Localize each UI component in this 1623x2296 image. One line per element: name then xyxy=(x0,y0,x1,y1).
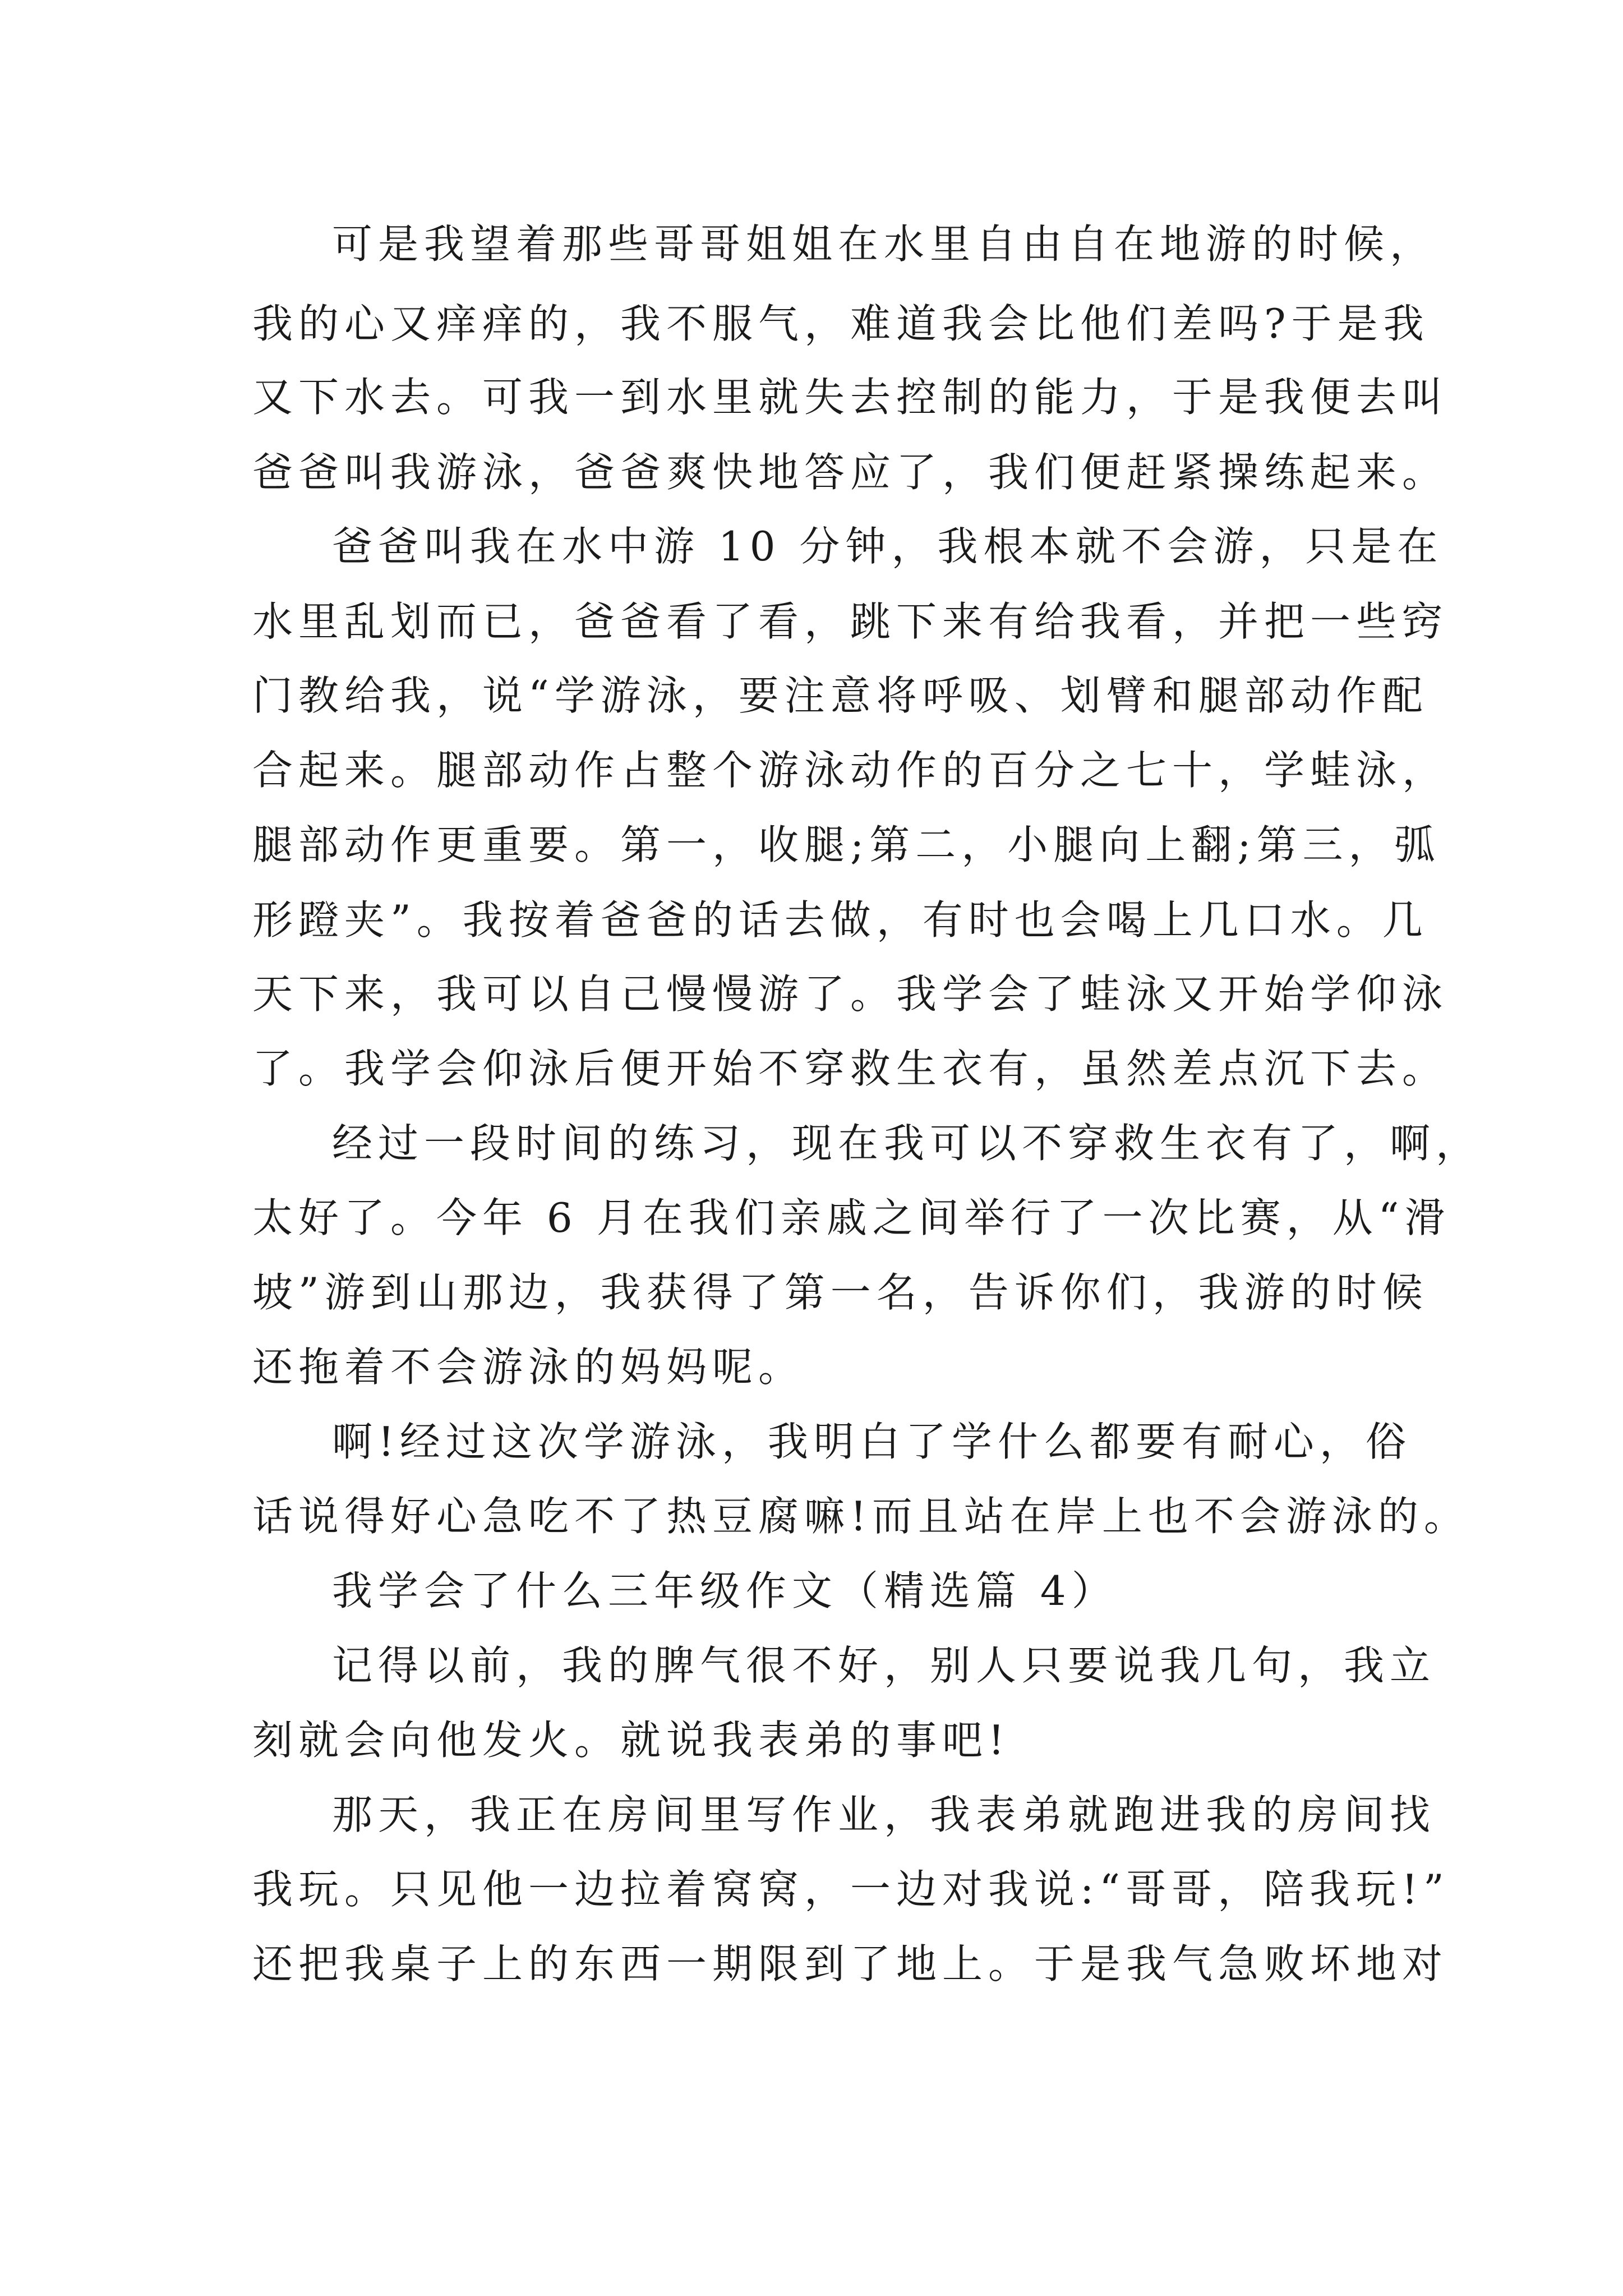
text-line: 天下来，我可以自己慢慢游了。我学会了蛙泳又开始学仰泳 xyxy=(252,970,1449,1018)
text-line: 合起来。腿部动作占整个游泳动作的百分之七十，学蛙泳， xyxy=(252,747,1449,794)
text-line: 了。我学会仰泳后便开始不穿救生衣有，虽然差点沉下去。 xyxy=(252,1045,1449,1092)
text-line: 太好了。今年 6 月在我们亲戚之间举行了一次比赛，从“滑 xyxy=(252,1194,1451,1241)
text-line: 又下水去。可我一到水里就失去控制的能力，于是我便去叫 xyxy=(252,374,1449,421)
text-line: 坡”游到山那边，我获得了第一名，告诉你们，我游的时候 xyxy=(252,1269,1428,1316)
text-line: 还把我桌子上的东西一期限到了地上。于是我气急败坏地对 xyxy=(252,1940,1449,1987)
text-line: 记得以前，我的脾气很不好，别人只要说我几句，我立 xyxy=(332,1642,1436,1689)
text-line: 我玩。只见他一边拉着窝窝，一边对我说:“哥哥，陪我玩!” xyxy=(252,1866,1450,1913)
text-line: 形蹬夹”。我按着爸爸的话去做，有时也会喝上几口水。几 xyxy=(252,896,1428,944)
text-line: 可是我望着那些哥哥姐姐在水里自由自在地游的时候， xyxy=(332,220,1436,268)
text-line: 刻就会向他发火。就说我表弟的事吧! xyxy=(252,1717,1010,1764)
section-heading: 我学会了什么三年级作文（精选篇 4） xyxy=(332,1567,1118,1614)
text-line: 经过一段时间的练习，现在我可以不穿救生衣有了，啊， xyxy=(332,1120,1482,1167)
text-line: 啊!经过这次学游泳，我明白了学什么都要有耐心，俗 xyxy=(332,1418,1412,1465)
text-line: 爸爸叫我游泳，爸爸爽快地答应了，我们便赶紧操练起来。 xyxy=(252,449,1449,496)
text-line: 水里乱划而已，爸爸看了看，跳下来有给我看，并把一些窍 xyxy=(252,598,1449,645)
text-line: 我的心又痒痒的，我不服气，难道我会比他们差吗?于是我 xyxy=(252,300,1430,347)
text-line: 还拖着不会游泳的妈妈呢。 xyxy=(252,1343,805,1391)
text-line: 门教给我，说“学游泳，要注意将呼吸、划臂和腿部动作配 xyxy=(252,672,1428,719)
text-line: 爸爸叫我在水中游 10 分钟，我根本就不会游，只是在 xyxy=(332,523,1444,570)
text-line: 话说得好心急吃不了热豆腐嘛!而且站在岸上也不会游泳的。 xyxy=(252,1493,1470,1540)
text-line: 腿部动作更重要。第一，收腿;第二，小腿向上翻;第三，弧 xyxy=(252,821,1441,868)
text-line: 那天，我正在房间里写作业，我表弟就跑进我的房间找 xyxy=(332,1791,1436,1838)
